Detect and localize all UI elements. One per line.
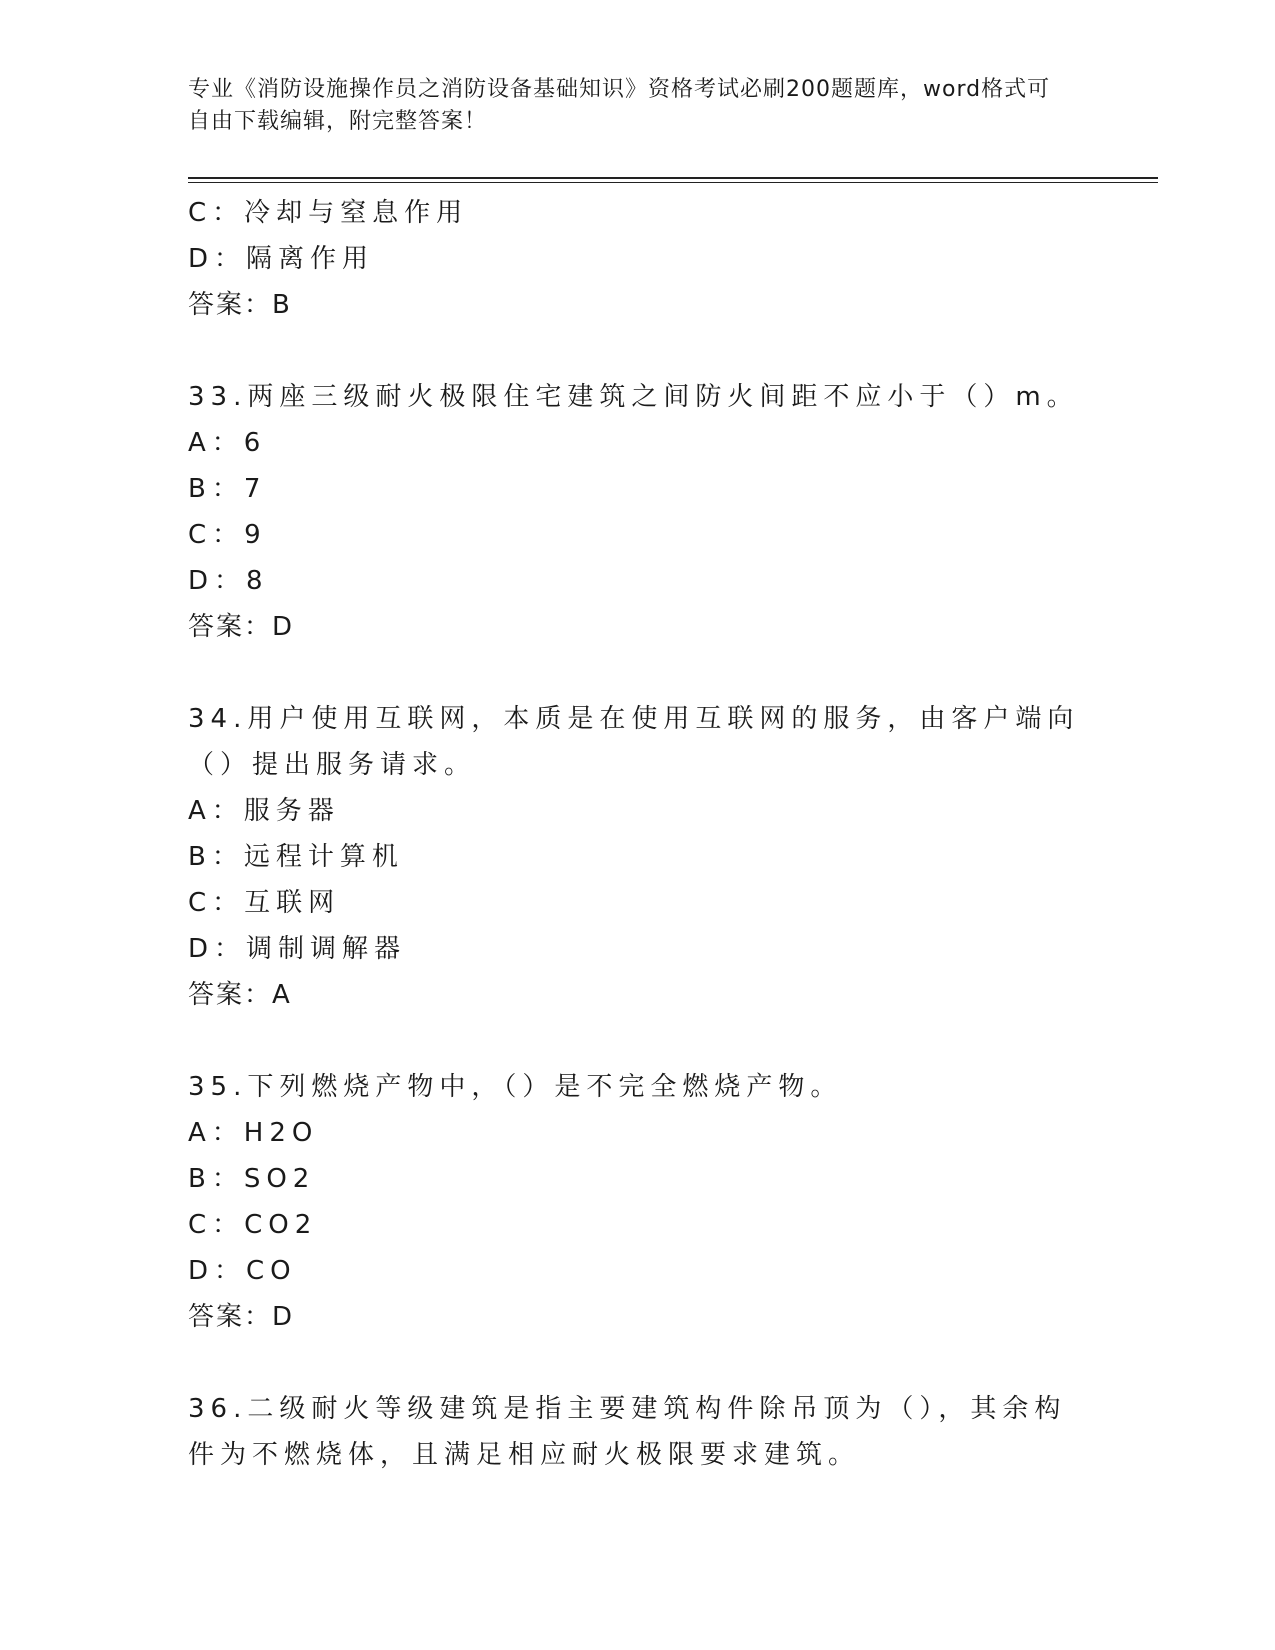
question-block-33: [188, 374, 1088, 650]
answer-line: 答案：B: [188, 290, 292, 320]
option-b: B：7: [188, 474, 267, 504]
question-stem: 36.二级耐火等级建筑是指主要建筑构件除吊顶为（），其余构件为不燃烧体，且满足相应耐火极限要求建筑。: [188, 1394, 1067, 1470]
option-c: C：互联网: [188, 888, 341, 918]
question-stem: 34.用户使用互联网，本质是在使用互联网的服务，由客户端向（）提出服务请求。: [188, 704, 1080, 780]
option-d: D：8: [188, 566, 269, 596]
option-c: C：9: [188, 520, 267, 550]
option-a: A：6: [188, 428, 267, 458]
option-a: A：服务器: [188, 796, 340, 826]
option-d: D：隔离作用: [188, 244, 375, 274]
option-b: B：远程计算机: [188, 842, 404, 872]
option-c: C：CO2: [188, 1210, 318, 1240]
question-block-36: [188, 1386, 1088, 1478]
option-c: C：冷却与窒息作用: [188, 198, 469, 228]
answer-line: 答案：D: [188, 612, 295, 642]
answer-line: 答案：D: [188, 1302, 295, 1332]
option-b: B：SO2: [188, 1164, 316, 1194]
question-list: [188, 190, 1088, 1478]
header-divider-thick: [188, 177, 1158, 179]
question-block-32: [188, 190, 1088, 328]
question-stem: 33.两座三级耐火极限住宅建筑之间防火间距不应小于（）m。: [188, 382, 1079, 412]
option-a: A：H2O: [188, 1118, 319, 1148]
answer-line: 答案：A: [188, 980, 292, 1010]
document-title: 专业《消防设施操作员之消防设备基础知识》资格考试必刷200题题库，word格式可自由下载编辑，附完整答案！: [188, 77, 1051, 134]
header-divider-thin: [188, 182, 1158, 183]
option-d: D：CO: [188, 1256, 297, 1286]
question-block-35: [188, 1064, 1088, 1340]
question-block-34: [188, 696, 1088, 1018]
option-d: D：调制调解器: [188, 934, 407, 964]
question-stem: 35.下列燃烧产物中，（）是不完全燃烧产物。: [188, 1072, 843, 1102]
